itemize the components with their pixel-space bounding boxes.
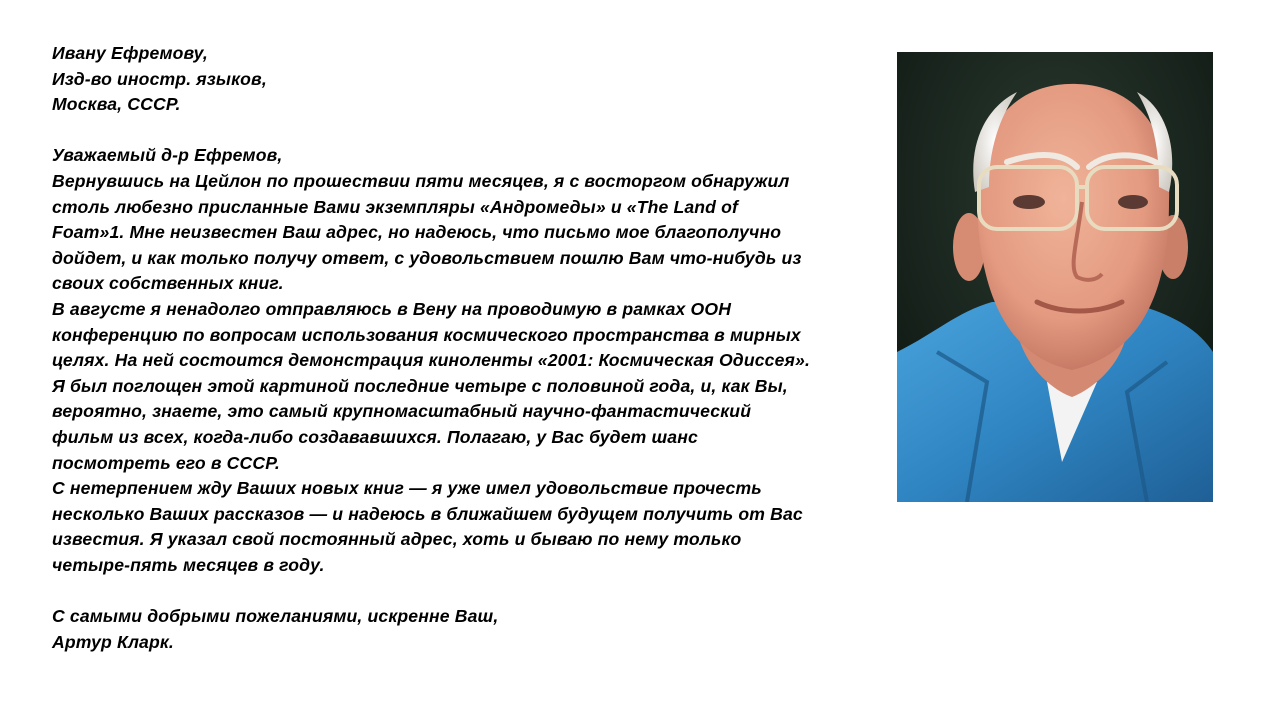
body-line: столь любезно присланные Вами экземпляры «Андромеды» и «The Land of bbox=[52, 196, 739, 217]
portrait-photo bbox=[897, 52, 1213, 502]
greeting: Уважаемый д-р Ефремов, bbox=[52, 145, 283, 166]
body-line: С нетерпением жду Ваших новых книг — я уже имел удовольствие прочесть bbox=[52, 478, 762, 499]
body-line: конференцию по вопросам использования космического пространства в мирных bbox=[52, 324, 801, 345]
paragraph-gap bbox=[52, 578, 852, 604]
body-line: Вернувшись на Цейлон по прошествии пяти месяцев, я с восторгом обнаружил bbox=[52, 170, 790, 191]
body-line: Я был поглощен этой картиной последние четыре с половиной года, и, как Вы, bbox=[52, 375, 788, 396]
closing: С самыми добрыми пожеланиями, искренне Ваш, bbox=[52, 606, 499, 627]
body-line: фильм из всех, когда-либо создававшихся. Полагаю, у Вас будет шанс bbox=[52, 426, 698, 447]
body-line: известия. Я указал свой постоянный адрес, хоть и бываю по нему только bbox=[52, 529, 742, 550]
body-line: посмотреть его в СССР. bbox=[52, 452, 280, 473]
body-line: четыре-пять месяцев в году. bbox=[52, 554, 325, 575]
address-line: Ивану Ефремову, bbox=[52, 43, 208, 63]
body-line: дойдет, и как только получу ответ, с удовольствием пошлю Вам что-нибудь из bbox=[52, 247, 802, 268]
body-line: В августе я ненадолго отправляюсь в Вену на проводимую в рамках ООН bbox=[52, 298, 732, 319]
body-line: своих собственных книг. bbox=[52, 273, 284, 294]
body-line: вероятно, знаете, это самый крупномасштабный научно-фантастический bbox=[52, 401, 752, 422]
signature: Артур Кларк. bbox=[52, 631, 174, 652]
body-line: несколько Ваших рассказов — и надеюсь в ближайшем будущем получить от Вас bbox=[52, 503, 803, 524]
address-line: Москва, СССР. bbox=[52, 94, 181, 115]
body-line: целях. На ней состоится демонстрация киноленты «2001: Космическая Одиссея». bbox=[52, 350, 811, 371]
address-line: Изд-во иностр. языков, bbox=[52, 68, 267, 89]
body-line: Foam»1. Мне неизвестен Ваш адрес, но надеюсь, что письмо мое благополучно bbox=[52, 222, 782, 243]
portrait-photo-icon bbox=[897, 52, 1213, 502]
paragraph-gap bbox=[52, 118, 852, 144]
letter-text bbox=[52, 41, 852, 655]
